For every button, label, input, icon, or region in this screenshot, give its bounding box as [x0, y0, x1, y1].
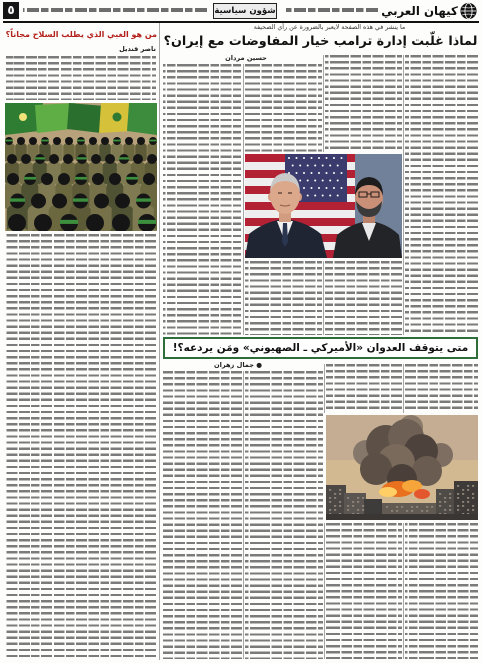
flag-star [333, 187, 335, 189]
window [396, 510, 398, 512]
ground [326, 514, 478, 520]
flag-star [333, 172, 335, 174]
column-divider [403, 523, 404, 659]
window [421, 510, 423, 512]
window [357, 509, 359, 511]
column-divider [323, 55, 324, 152]
window [339, 489, 341, 491]
fighter-mask [137, 137, 145, 145]
fighter-mask [52, 194, 67, 209]
fighter-headband [149, 140, 157, 142]
window [352, 505, 354, 507]
window [472, 505, 474, 507]
flag-star [311, 157, 313, 159]
article-text-column [325, 261, 402, 335]
fighter-mask [91, 154, 101, 164]
window [439, 501, 441, 503]
date-line [23, 8, 207, 12]
window [457, 509, 459, 511]
fighter-headband [75, 177, 87, 180]
column-divider [323, 261, 324, 335]
flag-star [314, 195, 316, 197]
fighter-mask [94, 194, 109, 209]
window [467, 497, 469, 499]
article-text-column [6, 56, 156, 100]
fighter-headband [138, 220, 156, 224]
flag-star [307, 165, 309, 167]
window [386, 506, 388, 508]
window [449, 505, 451, 507]
flag-star [318, 157, 320, 159]
window [391, 510, 393, 512]
article-text-column [245, 371, 323, 659]
article-text-column [326, 364, 402, 413]
column-divider [243, 371, 244, 659]
section-title: شؤون سياسية [213, 3, 277, 19]
window [329, 497, 331, 499]
flag-star [329, 195, 331, 197]
window [406, 510, 408, 512]
fighter-mask [21, 154, 31, 164]
page-disclaimer: ما ينشر في هذه الصفحة لايعبر بالضرورة عن رأي الصحيفة [253, 24, 406, 31]
window [411, 506, 413, 508]
flag-star [296, 172, 298, 174]
fighter-headband [136, 198, 151, 201]
window [467, 489, 469, 491]
fighter-headband [77, 140, 85, 142]
column-divider [159, 23, 160, 660]
fighter-headband [113, 140, 121, 142]
fighter-mask [53, 137, 61, 145]
flag-star [326, 187, 328, 189]
fighter-mask [65, 137, 73, 145]
flag-star [314, 165, 316, 167]
flag-star [329, 165, 331, 167]
window [339, 501, 341, 503]
fighter-headband [73, 198, 88, 201]
window [347, 505, 349, 507]
window [362, 497, 364, 499]
window [457, 493, 459, 495]
flag-star [326, 172, 328, 174]
window [334, 497, 336, 499]
fighter-mask [31, 194, 46, 209]
window [457, 485, 459, 487]
window [334, 505, 336, 507]
issue-info-line [286, 8, 378, 12]
window [329, 489, 331, 491]
flag-emblem [19, 113, 27, 121]
flag-star [303, 172, 305, 174]
fighter-mask [125, 137, 133, 145]
window [431, 506, 433, 508]
fighter-mask [133, 154, 143, 164]
negotiators-photo [245, 154, 402, 258]
second-article-headline: متى يتوقف العدوان «الأميركي ـ الصهيوني» ومَن يردعه؟! [163, 337, 478, 359]
window [444, 497, 446, 499]
newspaper-logo: كيهان العربي [381, 4, 458, 18]
fighter-headband [77, 157, 87, 159]
window [472, 493, 474, 495]
fighter-headband [35, 157, 45, 159]
window [439, 505, 441, 507]
window [457, 497, 459, 499]
window [449, 497, 451, 499]
window [396, 506, 398, 508]
fighters-group [5, 137, 157, 231]
window [401, 506, 403, 508]
explosion-photo [326, 415, 478, 520]
flag-star [337, 165, 339, 167]
window [472, 485, 474, 487]
column-divider [243, 64, 244, 335]
fighters-photo [5, 103, 157, 231]
fighter-headband [5, 140, 13, 142]
window [457, 505, 459, 507]
flame [414, 489, 430, 499]
fighter-mask [63, 154, 73, 164]
flags [5, 103, 157, 135]
fighter-mask [49, 154, 59, 164]
flag-star [307, 195, 309, 197]
fighter-mask [29, 137, 37, 145]
flag-star [322, 165, 324, 167]
window [411, 510, 413, 512]
flag-star [296, 157, 298, 159]
flag-star [303, 187, 305, 189]
fighter-mask [89, 137, 97, 145]
window [426, 510, 428, 512]
page-number: ٥ [3, 2, 19, 19]
window [329, 509, 331, 511]
window [426, 506, 428, 508]
window [467, 501, 469, 503]
window [362, 505, 364, 507]
fighter-mask [7, 154, 17, 164]
article-text-column [163, 371, 242, 659]
article-text-column [326, 523, 402, 659]
window [462, 489, 464, 491]
second-article-byline: ● جمال زهران [213, 361, 263, 369]
globe-icon [459, 2, 478, 20]
flag-stripe [245, 202, 357, 210]
window [444, 501, 446, 503]
flag-star [303, 157, 305, 159]
window [339, 505, 341, 507]
flag-emblem [113, 113, 122, 122]
window [439, 493, 441, 495]
window [329, 501, 331, 503]
flag-star [288, 157, 290, 159]
window [467, 509, 469, 511]
flag-star [311, 187, 313, 189]
main-article-byline: حسين مردان [225, 54, 267, 62]
fighter-mask [92, 173, 104, 185]
fighter-headband [126, 177, 138, 180]
fighter-mask [147, 154, 157, 164]
window [462, 505, 464, 507]
flag-star [337, 180, 339, 182]
column-divider [324, 523, 325, 659]
fighter-mask [41, 173, 53, 185]
flag-star [329, 180, 331, 182]
fighter-mask [101, 137, 109, 145]
flag-star [322, 180, 324, 182]
flag-star [341, 157, 343, 159]
flag-star [326, 157, 328, 159]
flag-star [299, 180, 301, 182]
article-text-column [325, 55, 402, 152]
window [472, 497, 474, 499]
fighter-headband [41, 140, 49, 142]
fighter-mask [17, 137, 25, 145]
fighter-headband [24, 177, 36, 180]
article-text-column [245, 64, 322, 152]
side-article-headline: من هو الغبي الذي يطلب السلاح مجاناً؟ [5, 30, 157, 39]
flag-star [318, 172, 320, 174]
window [449, 509, 451, 511]
window [444, 509, 446, 511]
window [347, 509, 349, 511]
flag-star [322, 195, 324, 197]
fighter-headband [119, 157, 129, 159]
flag-star [341, 172, 343, 174]
flame [379, 487, 397, 497]
window [449, 493, 451, 495]
window [334, 493, 336, 495]
fighter-mask [143, 173, 155, 185]
window [467, 485, 469, 487]
window [416, 506, 418, 508]
column-divider [324, 364, 325, 413]
column-divider [403, 55, 404, 335]
fighter-headband [10, 198, 25, 201]
flag-star [341, 187, 343, 189]
window [352, 501, 354, 503]
flag-star [337, 195, 339, 197]
flag-star [318, 187, 320, 189]
fighter-mask [109, 173, 121, 185]
article-text-column [6, 234, 156, 658]
side-article-byline: ناصر قنديل [119, 45, 156, 53]
article-text-column [405, 364, 478, 413]
window [347, 497, 349, 499]
fighter-mask [58, 173, 70, 185]
flag-star [311, 172, 313, 174]
article-text-column [405, 523, 478, 659]
window [339, 493, 341, 495]
flag-star [314, 180, 316, 182]
fighter-mask [115, 194, 130, 209]
flag-star [333, 157, 335, 159]
fighter-mask [105, 154, 115, 164]
main-article-headline: لماذا غلّبت إدارة ترامب خيار المفاوضات مع إيران؟ [163, 34, 478, 49]
window [462, 501, 464, 503]
green-flag [127, 103, 157, 135]
window [462, 493, 464, 495]
fighter-mask [7, 173, 19, 185]
window [357, 497, 359, 499]
window [472, 509, 474, 511]
column-divider [403, 364, 404, 413]
article-text-column [405, 55, 478, 335]
flag-star [307, 180, 309, 182]
flag-star [299, 165, 301, 167]
article-text-column [163, 64, 241, 335]
fighter-headband [60, 220, 78, 224]
window [334, 509, 336, 511]
window [357, 501, 359, 503]
tie [282, 223, 288, 247]
window [362, 509, 364, 511]
article-text-column [245, 261, 322, 335]
flag-star [292, 165, 294, 167]
